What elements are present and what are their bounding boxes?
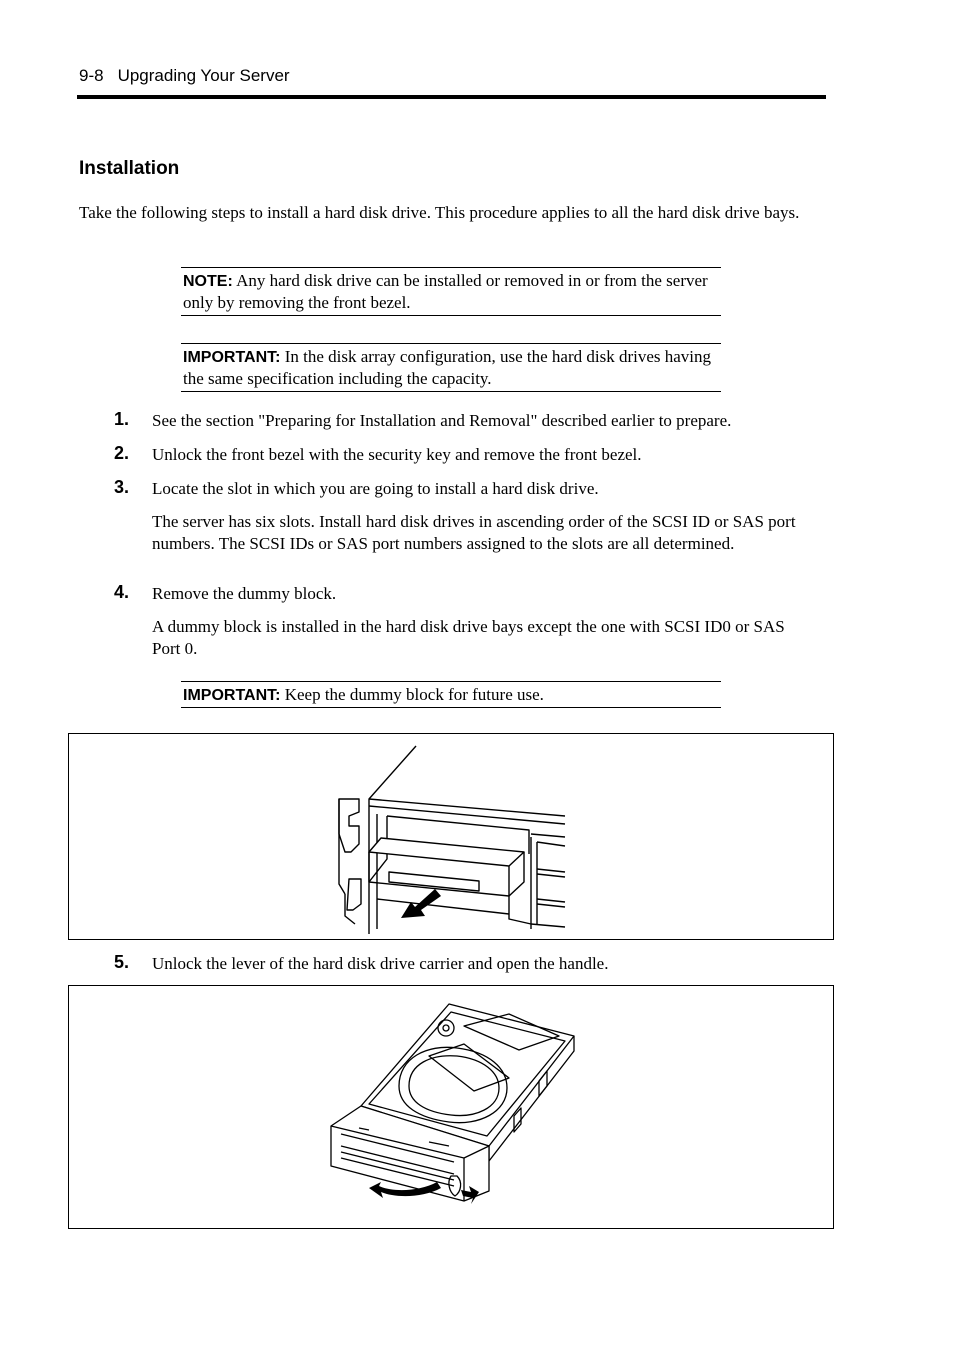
step-text-3: Locate the slot in which you are going to install a hard disk drive. <box>152 479 599 498</box>
hdd-carrier-illustration <box>69 986 835 1230</box>
step-text-5: Unlock the lever of the hard disk drive carrier and open the handle. <box>152 954 609 973</box>
step-detail-3: The server has six slots. Install hard disk drives in ascending order of the SCSI ID or SAS port numbers. The SCSI IDs or SAS port numbers assigned to the slots are all determined. <box>152 512 796 553</box>
important-text: Keep the dummy block for future use. <box>284 685 544 704</box>
step-number-1: 1. <box>114 409 130 429</box>
intro-paragraph: Take the following steps to install a hard disk drive. This procedure applies to all the hard disk drive bays. <box>79 203 800 222</box>
note-label: NOTE: <box>183 273 233 290</box>
step-text-2: Unlock the front bezel with the security key and remove the front bezel. <box>152 445 642 464</box>
important-label: IMPORTANT: <box>183 349 281 366</box>
figure-carrier-handle <box>68 985 834 1229</box>
step-text-1: See the section "Preparing for Installation and Removal" described earlier to prepare. <box>152 411 732 430</box>
important-box-dummy-block <box>181 681 721 708</box>
step-number-3: 3. <box>114 477 130 497</box>
step-text-4: Remove the dummy block. <box>152 584 337 603</box>
header-rule <box>77 95 826 99</box>
running-header <box>79 66 290 86</box>
important-box-disk-array <box>181 343 721 392</box>
dummy-block-illustration <box>69 734 835 941</box>
note-box <box>181 267 721 316</box>
step-detail-4: A dummy block is installed in the hard disk drive bays except the one with SCSI ID0 or SAS Port 0. <box>152 617 785 658</box>
step-number-2: 2. <box>114 443 130 463</box>
page-number: 9-8 <box>79 66 104 85</box>
section-title: Installation <box>79 158 180 179</box>
note-text: Any hard disk drive can be installed or removed in or from the server only by removing the front bezel. <box>183 271 708 312</box>
important-text: In the disk array configuration, use the hard disk drives having the same specification including the capacity. <box>183 347 712 388</box>
important-label: IMPORTANT: <box>183 687 281 704</box>
step-number-4: 4. <box>114 582 130 602</box>
figure-dummy-block-removal <box>68 733 834 940</box>
step-number-5: 5. <box>114 952 130 972</box>
chapter-title: Upgrading Your Server <box>117 66 290 85</box>
